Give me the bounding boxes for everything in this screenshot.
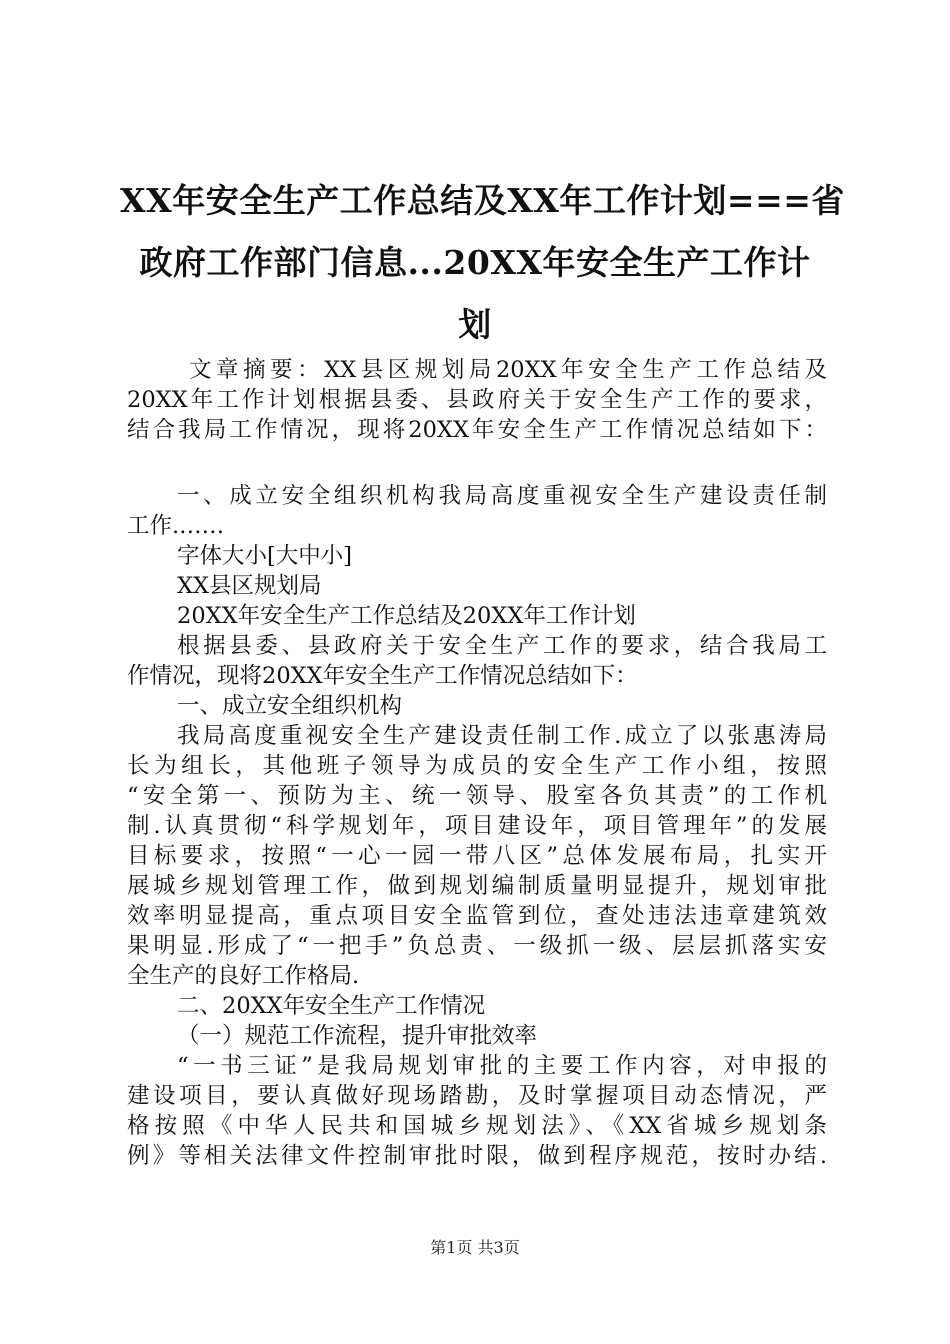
- paragraph-line: 全生产的良好工作格局.: [127, 963, 360, 989]
- page-footer: [0, 1238, 950, 1258]
- paragraph-line: 我局高度重视安全生产建设责任制工作.成立了以张惠涛局: [177, 723, 827, 749]
- title-line-2: 政府工作部门信息...20XX年安全生产工作计: [139, 243, 811, 282]
- intro-line: 作情况，现将20XX年安全生产工作情况总结如下：: [127, 663, 638, 689]
- doc-subtitle: [127, 601, 827, 631]
- section-1-paragraph: [127, 721, 827, 991]
- paragraph-line: 建设项目，要认真做好现场踏勘，及时掌握项目动态情况，严: [127, 1083, 827, 1109]
- paragraph-line: 格按照《中华人民共和国城乡规划法》、《XX省城乡规划条: [127, 1113, 827, 1139]
- section-heading-label: 一、成立安全组织机构: [177, 693, 403, 719]
- author: [127, 571, 827, 601]
- doc-subtitle-label: 20XX年安全生产工作总结及20XX年工作计划: [177, 603, 636, 629]
- document-title: [120, 170, 845, 356]
- font-size-control-label[interactable]: 字体大小[大中小]: [177, 543, 353, 569]
- section-heading-label: 二、20XX年安全生产工作情况: [177, 993, 486, 1019]
- subsection-heading-label: （一）规范工作流程，提升审批效率: [177, 1023, 538, 1049]
- paragraph-line: “安全第一、预防为主、统一领导、股室各负其责”的工作机: [127, 783, 827, 809]
- title-line-3: 划: [458, 305, 492, 344]
- excerpt-line: 一、成立安全组织机构我局高度重视安全生产建设责任制: [177, 483, 827, 509]
- author-label: XX县区规划局: [177, 573, 322, 599]
- excerpt-line: 工作.……: [127, 513, 225, 539]
- subsection-1-heading: [127, 1021, 827, 1051]
- paragraph-line: 效率明显提高，重点项目安全监管到位，查处违法违章建筑效: [127, 903, 827, 929]
- summary-excerpt: [127, 481, 827, 541]
- paragraph-line: 展城乡规划管理工作，做到规划编制质量明显提升，规划审批: [127, 873, 827, 899]
- paragraph-line: 目标要求，按照“一心一园一带八区”总体发展布局，扎实开: [127, 843, 827, 869]
- document-body: [127, 355, 827, 1171]
- title-line-1: XX年安全生产工作总结及XX年工作计划===省: [120, 181, 845, 220]
- summary-line: 文章摘要：XX县区规划局20XX年安全生产工作总结及: [189, 357, 827, 383]
- paragraph-line: “一书三证”是我局规划审批的主要工作内容，对申报的: [177, 1053, 827, 1079]
- section-2-heading: [127, 991, 827, 1021]
- page-number: 第1页 共3页: [430, 1238, 520, 1257]
- font-size-control[interactable]: [127, 541, 827, 571]
- subsection-1-paragraph: [127, 1051, 827, 1171]
- paragraph-line: 例》等相关法律文件控制审批时限，做到程序规范，按时办结.: [127, 1143, 827, 1169]
- paragraph-line: 长为组长，其他班子领导为成员的安全生产工作小组，按照: [127, 753, 827, 779]
- article-summary: [127, 355, 827, 445]
- blank-gap: [127, 445, 827, 481]
- summary-line: 20XX年工作计划根据县委、县政府关于安全生产工作的要求，: [127, 387, 827, 413]
- summary-line: 结合我局工作情况，现将20XX年安全生产工作情况总结如下：: [127, 417, 827, 443]
- paragraph-line: 制.认真贯彻“科学规划年，项目建设年，项目管理年”的发展: [127, 813, 827, 839]
- intro-line: 根据县委、县政府关于安全生产工作的要求，结合我局工: [177, 633, 827, 659]
- section-1-heading: [127, 691, 827, 721]
- intro-paragraph: [127, 631, 827, 691]
- paragraph-line: 果明显.形成了“一把手”负总责、一级抓一级、层层抓落实安: [127, 933, 827, 959]
